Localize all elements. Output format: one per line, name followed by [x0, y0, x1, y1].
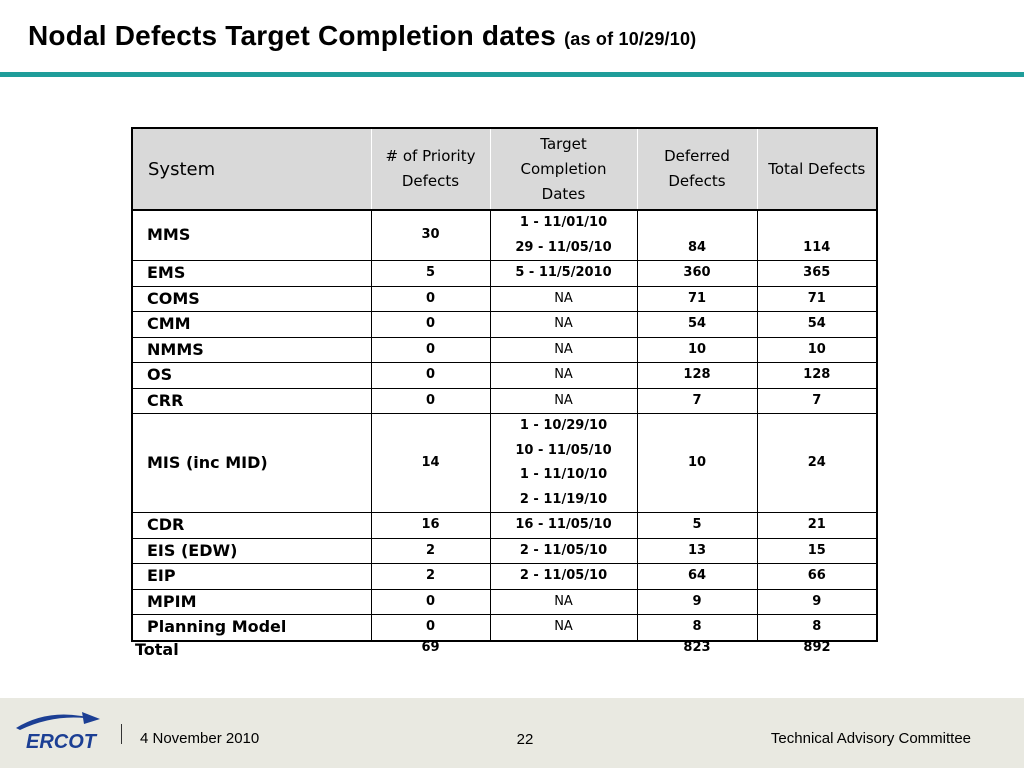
cell-total-defects: 66 [757, 564, 877, 590]
cell-total-defects: 21 [757, 513, 877, 539]
cell-total-defects: 365 [757, 261, 877, 287]
title-subtitle: (as of 10/29/10) [564, 29, 697, 49]
cell-target-dates [490, 538, 637, 564]
cell-target-dates [490, 261, 637, 287]
cell-system: NMMS [132, 337, 371, 363]
cell-deferred-defects: 9 [637, 589, 757, 615]
cell-total-defects: 15 [757, 538, 877, 564]
total-priority-defects: 69 [421, 640, 440, 655]
ercot-logo-text: ERCOT [26, 731, 96, 753]
cell-priority-defects: 0 [371, 589, 490, 615]
cell-system: MPIM [132, 589, 371, 615]
header-total-defects: Total Defects [757, 128, 877, 210]
table-row [132, 589, 877, 615]
table-row [132, 538, 877, 564]
total-total-defects: 892 [803, 640, 831, 655]
cell-deferred-defects: 64 [637, 564, 757, 590]
table-row [132, 615, 877, 641]
table-row [132, 414, 877, 513]
cell-total-defects: 24 [757, 414, 877, 513]
cell-deferred-defects: 54 [637, 312, 757, 338]
cell-system: CDR [132, 513, 371, 539]
total-label: Total [135, 640, 179, 659]
cell-target-dates [490, 286, 637, 312]
cell-target-dates [490, 363, 637, 389]
footer-committee: Technical Advisory Committee [770, 730, 971, 747]
header-target-line1: Target [540, 134, 587, 153]
table-row [132, 286, 877, 312]
cell-system: CMM [132, 312, 371, 338]
cell-deferred-defects: 360 [637, 261, 757, 287]
cell-deferred-defects: 10 [637, 337, 757, 363]
target-date-entry: NA [554, 290, 573, 306]
cell-total-defects: 10 [757, 337, 877, 363]
cell-target-dates [490, 615, 637, 641]
target-date-entry: 1 - 11/01/10 [519, 215, 608, 230]
cell-deferred-defects: 84 [637, 210, 757, 261]
header-priority-line2: Defects [401, 172, 460, 190]
cell-system: OS [132, 363, 371, 389]
cell-system: MMS [132, 210, 371, 261]
header-system: System [132, 128, 371, 210]
header-deferred-defects [637, 128, 757, 210]
cell-target-dates [490, 414, 637, 513]
cell-deferred-defects: 5 [637, 513, 757, 539]
header-deferred-line1: Deferred [664, 147, 730, 165]
cell-total-defects: 114 [757, 210, 877, 261]
cell-priority-defects: 30 [371, 210, 490, 261]
cell-system: CRR [132, 388, 371, 414]
table-row [132, 312, 877, 338]
page-number: 22 [516, 731, 534, 748]
target-date-entry: 10 - 11/05/10 [515, 442, 612, 458]
target-date-entry: 29 - 11/05/10 [515, 239, 612, 255]
footer-divider [121, 724, 122, 744]
cell-target-dates [490, 312, 637, 338]
cell-priority-defects: 14 [371, 414, 490, 513]
header-target-line2: Completion [520, 159, 607, 178]
cell-system: COMS [132, 286, 371, 312]
table-body [132, 210, 877, 641]
header-target-line3: Dates [541, 184, 586, 203]
ercot-logo-graphic [12, 708, 104, 758]
target-date-entry: 2 - 11/19/10 [519, 491, 608, 507]
cell-priority-defects: 0 [371, 363, 490, 389]
header-priority-line1: # of Priority [385, 147, 476, 165]
table-row [132, 363, 877, 389]
cell-total-defects: 7 [757, 388, 877, 414]
table-row [132, 261, 877, 287]
target-date-entry: NA [554, 367, 573, 382]
cell-system: Planning Model [132, 615, 371, 641]
cell-system: EIP [132, 564, 371, 590]
cell-target-dates [490, 513, 637, 539]
header-priority-defects [371, 128, 490, 210]
target-date-entry: NA [554, 392, 573, 408]
cell-priority-defects: 0 [371, 615, 490, 641]
target-date-entry: 2 - 11/05/10 [519, 542, 608, 558]
cell-priority-defects: 2 [371, 564, 490, 590]
cell-deferred-defects: 128 [637, 363, 757, 389]
cell-system: EMS [132, 261, 371, 287]
cell-deferred-defects: 10 [637, 414, 757, 513]
target-date-entry: 5 - 11/5/2010 [515, 265, 612, 280]
table-header [132, 128, 877, 210]
cell-total-defects: 9 [757, 589, 877, 615]
cell-system: EIS (EDW) [132, 538, 371, 564]
cell-priority-defects: 16 [371, 513, 490, 539]
cell-system: MIS (inc MID) [132, 414, 371, 513]
slide-title [28, 20, 696, 52]
defects-table [131, 127, 878, 642]
target-date-entry: 16 - 11/05/10 [515, 517, 612, 532]
footer-date: 4 November 2010 [140, 730, 260, 747]
target-date-entry: 2 - 11/05/10 [519, 568, 608, 583]
cell-deferred-defects: 7 [637, 388, 757, 414]
cell-target-dates [490, 589, 637, 615]
table-row [132, 210, 877, 261]
title-main: Nodal Defects Target Completion dates [28, 20, 557, 51]
target-date-entry: NA [554, 593, 573, 609]
table-row [132, 337, 877, 363]
cell-target-dates [490, 564, 637, 590]
cell-target-dates [490, 337, 637, 363]
header-target-dates [490, 128, 637, 210]
header-deferred-line2: Defects [668, 172, 726, 190]
cell-priority-defects: 0 [371, 312, 490, 338]
table-row [132, 513, 877, 539]
slide-footer [0, 698, 1024, 768]
cell-deferred-defects: 8 [637, 615, 757, 641]
cell-priority-defects: 0 [371, 388, 490, 414]
cell-priority-defects: 0 [371, 286, 490, 312]
target-date-entry: 1 - 10/29/10 [519, 418, 608, 433]
cell-total-defects: 71 [757, 286, 877, 312]
title-underline [0, 72, 1024, 77]
target-date-entry: NA [554, 619, 573, 634]
cell-priority-defects: 0 [371, 337, 490, 363]
cell-priority-defects: 2 [371, 538, 490, 564]
cell-total-defects: 128 [757, 363, 877, 389]
cell-deferred-defects: 13 [637, 538, 757, 564]
ercot-logo [12, 708, 104, 758]
table-row [132, 388, 877, 414]
cell-priority-defects: 5 [371, 261, 490, 287]
total-deferred-defects: 823 [683, 640, 711, 655]
target-date-entry: NA [554, 316, 573, 331]
target-date-entry: NA [554, 341, 573, 357]
cell-target-dates [490, 210, 637, 261]
cell-total-defects: 8 [757, 615, 877, 641]
table-row [132, 564, 877, 590]
cell-total-defects: 54 [757, 312, 877, 338]
target-date-entry: 1 - 11/10/10 [519, 467, 608, 482]
cell-deferred-defects: 71 [637, 286, 757, 312]
cell-target-dates [490, 388, 637, 414]
defects-table-container [131, 127, 878, 642]
